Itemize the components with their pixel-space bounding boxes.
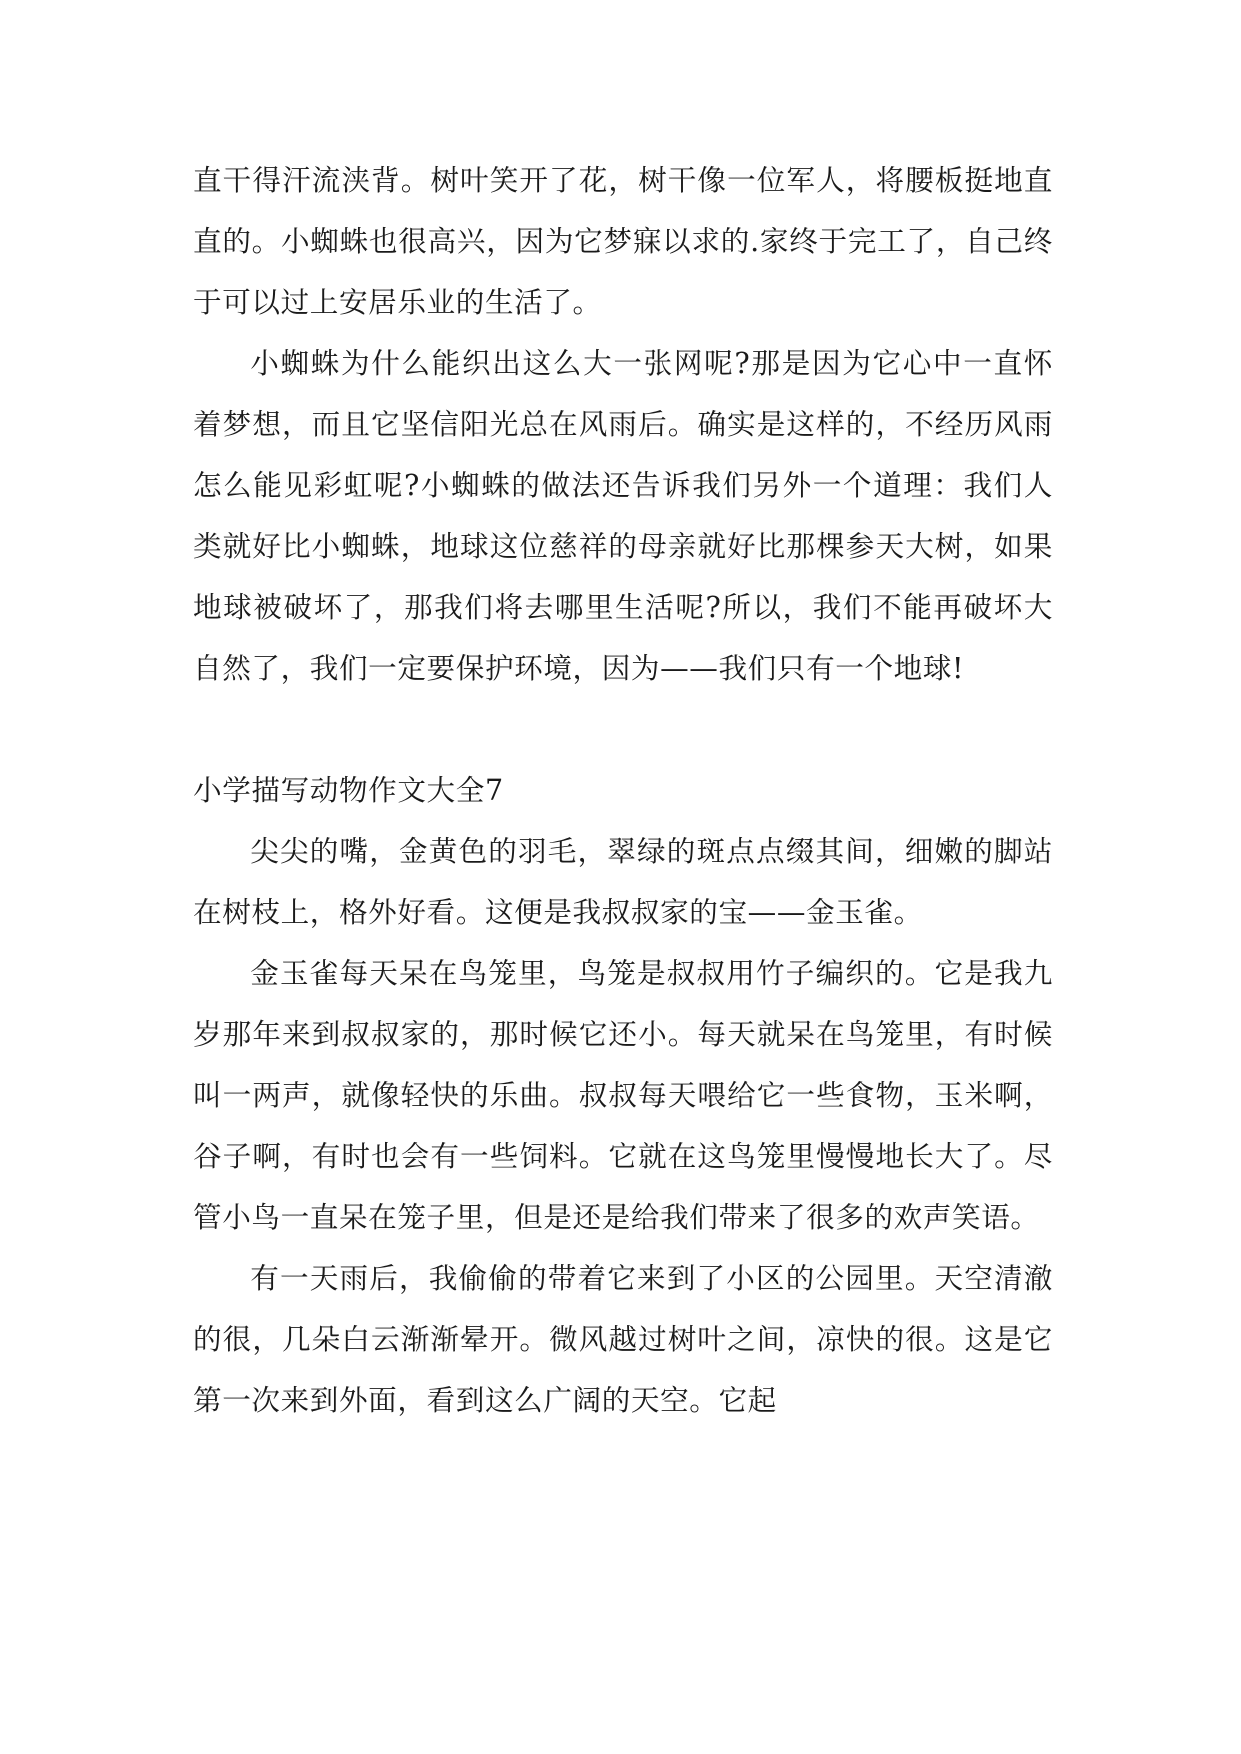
paragraph-bird-park: 有一天雨后，我偷偷的带着它来到了小区的公园里。天空清澈的很，几朵白云渐渐晕开。微风越过树叶之间，凉快的很。这是它第一次来到外面，看到这么广阔的天空。它起 [193, 1261, 1053, 1417]
paragraph-bird-cage: 金玉雀每天呆在鸟笼里，鸟笼是叔叔用竹子编织的。它是我九岁那年来到叔叔家的，那时候它还小。每天就呆在鸟笼里，有时候叫一两声，就像轻快的乐曲。叔叔每天喂给它一些食物，玉米啊，谷子啊，有时也会有一些饲料。它就在这鸟笼里慢慢地长大了。尽管小鸟一直呆在笼子里，但是还是给我们带来了很多的欢声笑语。 [193, 956, 1053, 1234]
paragraph-bird-intro: 尖尖的嘴，金黄色的羽毛，翠绿的斑点点缀其间，细嫩的脚站在树枝上，格外好看。这便是我叔叔家的宝——金玉雀。 [193, 834, 1053, 929]
paragraph-continuation: 直干得汗流浃背。树叶笑开了花，树干像一位军人，将腰板挺地直直的。小蜘蛛也很高兴，因为它梦寐以求的.家终于完工了，自己终于可以过上安居乐业的生活了。 [193, 163, 1053, 319]
section-heading: 小学描写动物作文大全7 [193, 773, 504, 807]
document-page [193, 150, 1053, 1431]
paragraph-spider-moral: 小蜘蛛为什么能织出这么大一张网呢?那是因为它心中一直怀着梦想，而且它坚信阳光总在风雨后。确实是这样的，不经历风雨怎么能见彩虹呢?小蜘蛛的做法还告诉我们另外一个道理：我们人类就好比小蜘蛛，地球这位慈祥的母亲就好比那棵参天大树，如果地球被破坏了，那我们将去哪里生活呢?所以，我们不能再破坏大自然了，我们一定要保护环境，因为——我们只有一个地球! [193, 346, 1053, 685]
